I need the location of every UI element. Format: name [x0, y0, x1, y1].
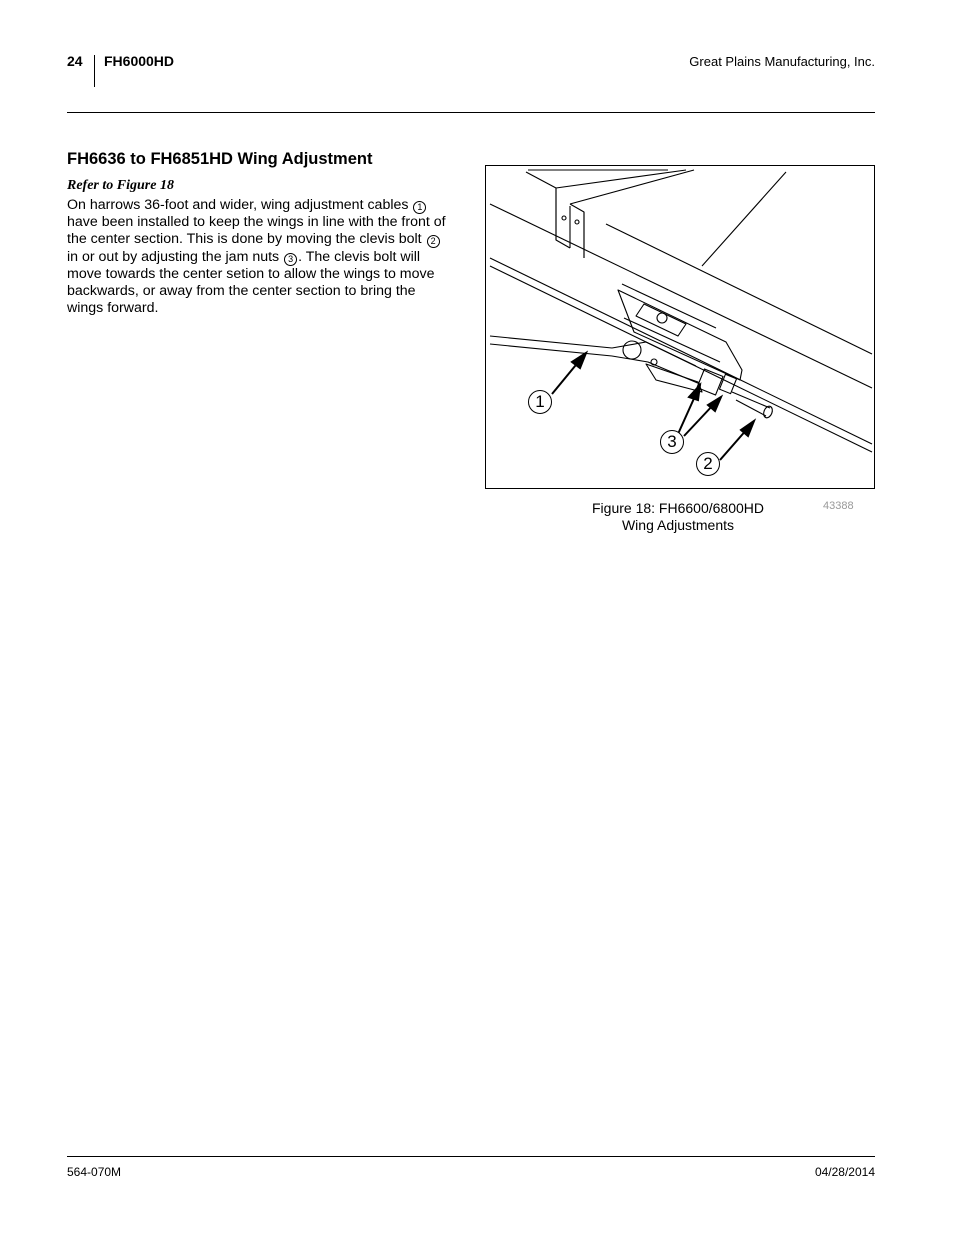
- figure-18-illustration: [485, 165, 875, 489]
- callout-ref-3: 3: [284, 253, 297, 266]
- figure-reference: Refer to Figure 18: [67, 178, 174, 193]
- figure-caption: [572, 500, 784, 534]
- callout-2: 2: [696, 452, 720, 476]
- mounting-plate: [618, 290, 742, 380]
- body-text-4: . The clevis bolt will move towards the center setion to allow the wings to move backwards, or away from the center section to bring the wings forward.: [67, 248, 435, 317]
- page-number: 24: [67, 53, 83, 69]
- section-title: FH6636 to FH6851HD Wing Adjustment: [67, 150, 373, 168]
- caption-line-2: Wing Adjustments: [621, 517, 735, 533]
- body-text-1: On harrows 36-foot and wider, wing adjustment cables: [67, 197, 409, 213]
- document-date: 04/28/2014: [814, 1165, 875, 1179]
- header-rule: [67, 112, 875, 113]
- caption-line-1: Figure 18: FH6600/6800HD: [592, 500, 764, 516]
- callout-ref-1: 1: [413, 201, 426, 214]
- callout-ref-2: 2: [427, 235, 440, 248]
- frame-tube: [490, 204, 872, 388]
- document-number: 564-070M: [67, 1165, 122, 1179]
- callout-1: 1: [528, 390, 552, 414]
- model-name: FH6000HD: [104, 53, 175, 69]
- figure-id: 43388: [823, 500, 854, 512]
- body-text-2: have been installed to keep the wings in line with the front of the center section. This is done by moving the clevis bolt: [67, 214, 446, 248]
- company-name: Great Plains Manufacturing, Inc.: [689, 54, 875, 69]
- body-paragraph: [67, 197, 452, 317]
- clevis: [646, 364, 702, 392]
- leader-arrow-3a: [678, 394, 696, 434]
- callout-3: 3: [660, 430, 684, 454]
- footer-rule: [67, 1156, 875, 1157]
- upper-bracket: [526, 172, 570, 248]
- body-text-3: in or out by adjusting the jam nuts: [67, 248, 280, 265]
- header-divider: [94, 55, 95, 87]
